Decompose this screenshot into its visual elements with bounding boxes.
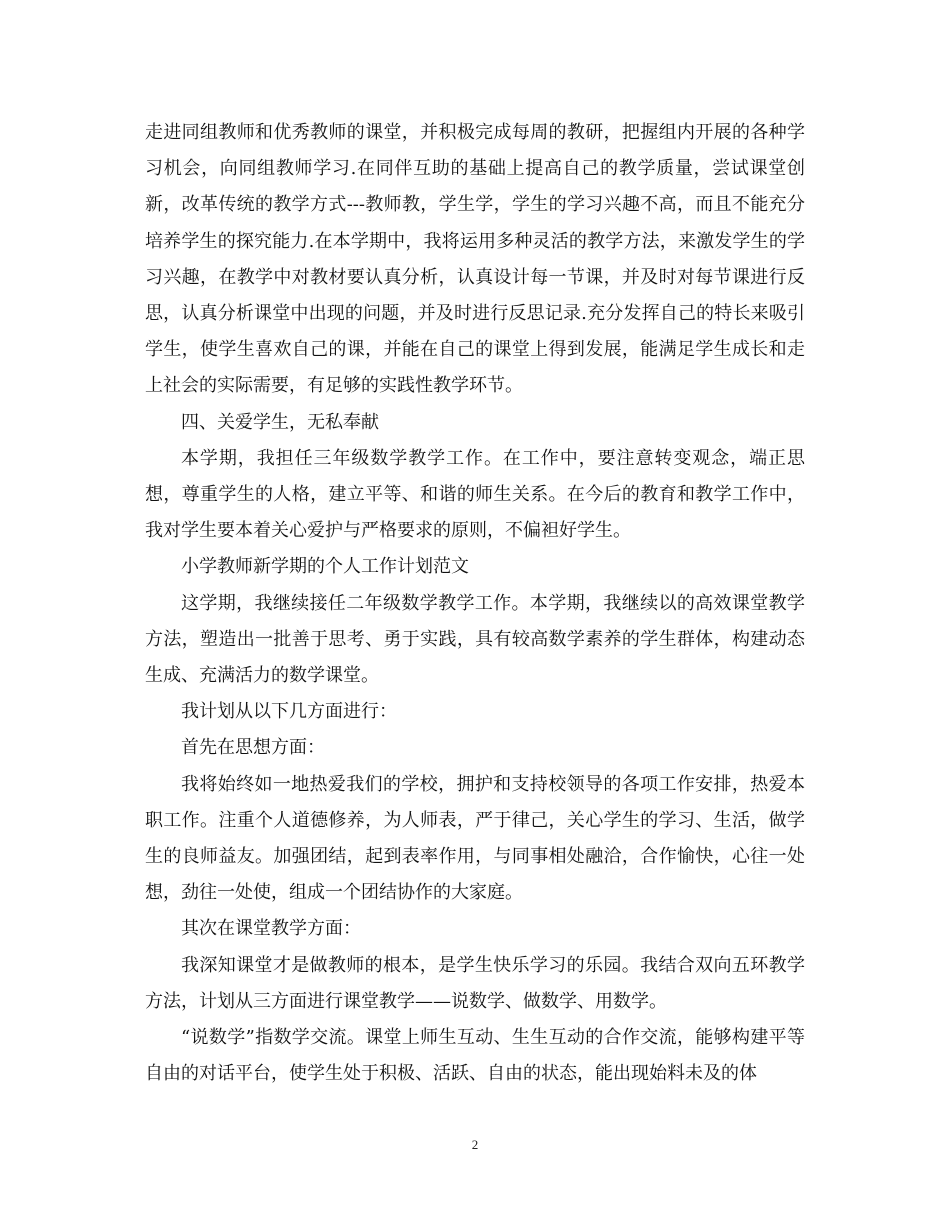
paragraph: “说数学”指数学交流。课堂上师生互动、生生互动的合作交流，能够构建平等自由的对话平台，使学生处于积极、活跃、自由的状态，能出现始料未及的体 [145,1027,805,1085]
article-title: 小学教师新学期的个人工作计划范文 [181,556,469,578]
page-number: 2 [471,1137,479,1152]
paragraph: 本学期，我担任三年级数学教学工作。在工作中，要注意转变观念，端正思想，尊重学生的人格，建立平等、和谐的师生关系。在今后的教育和教学工作中，我对学生要本着关心爱护与严格要求的原则，不偏袒好学生。 [145,447,805,542]
subheading: 其次在课堂教学方面： [181,918,361,940]
paragraph: 我将始终如一地热爱我们的学校，拥护和支持校领导的各项工作安排，热爱本职工作。注重个人道德修养，为人师表，严于律己，关心学生的学习、生活，做学生的良师益友。加强团结，起到表率作用，与同事相处融洽，合作愉快，心往一处想，劲往一处使，组成一个团结协作的大家庭。 [145,773,805,904]
paragraph: 这学期，我继续接任二年级数学教学工作。本学期，我继续以的高效课堂教学方法，塑造出一批善于思考、勇于实践，具有较高数学素养的学生群体，构建动态生成、充满活力的数学课堂。 [145,592,805,687]
paragraph: 走进同组教师和优秀教师的课堂，并积极完成每周的教研，把握组内开展的各种学习机会，向同组教师学习.在同伴互助的基础上提高自己的教学质量，尝试课堂创新，改革传统的教学方式---教师教，学生学，学生的学习兴趣不高，而且不能充分培养学生的探究能力.在本学期中，我将运用多种灵活的教学方法，来激发学生的学习兴趣，在教学中对教材要认真分析，认真设计每一节课，并及时对每节课进行反思，认真分析课堂中出现的问题，并及时进行反思记录.充分发挥自己的特长来吸引学生，使学生喜欢自己的课，并能在自己的课堂上得到发展，能满足学生成长和走上社会的实际需要，有足够的实践性教学环节。 [145,122,805,397]
paragraph: 我计划从以下几方面进行： [181,701,397,723]
subheading: 首先在思想方面： [181,737,325,759]
section-heading: 四、关爱学生，无私奉献 [181,411,379,433]
paragraph: 我深知课堂才是做教师的根本，是学生快乐学习的乐园。我结合双向五环教学方法，计划从三方面进行课堂教学——说数学、做数学、用数学。 [145,954,805,1012]
document-body [145,115,805,1092]
